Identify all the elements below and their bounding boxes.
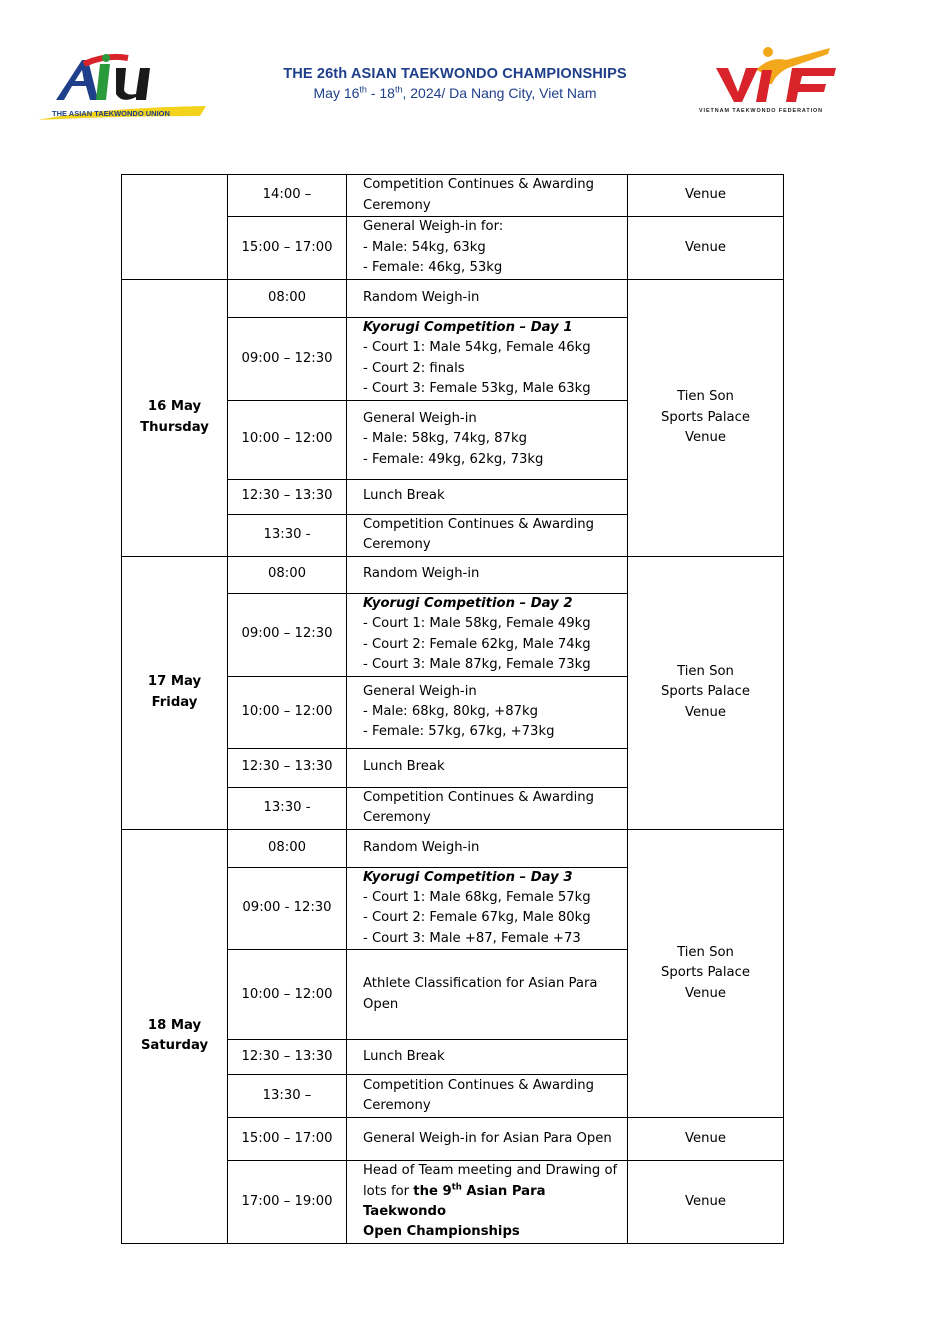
atu-logo <box>36 50 212 124</box>
venue-cell: Tien Son Sports Palace Venue <box>628 280 784 557</box>
date-cell-empty <box>122 175 228 280</box>
program-cell: Lunch Break <box>347 1040 628 1075</box>
program-cell: Athlete Classification for Asian Para Open <box>347 950 628 1040</box>
time-cell: 09:00 – 12:30 <box>228 593 347 676</box>
program-cell: Kyorugi Competition – Day 2 - Court 1: Male 58kg, Female 49kg - Court 2: Female 62kg, Male 74kg - Court 3: Male 87kg, Female 73kg <box>347 593 628 676</box>
program-cell: Random Weigh-in <box>347 829 628 867</box>
atu-logo-caption: THE ASIAN TAEKWONDO UNION <box>52 109 170 118</box>
date-cell: 18 May Saturday <box>122 829 228 1243</box>
championship-title: THE 26th ASIAN TAEKWONDO CHAMPIONSHIPS <box>283 66 627 82</box>
time-cell: 08:00 <box>228 829 347 867</box>
time-cell: 09:00 – 12:30 <box>228 318 347 401</box>
venue-cell: Venue <box>628 1161 784 1244</box>
vtf-logo <box>696 44 862 116</box>
time-cell: 10:00 – 12:00 <box>228 950 347 1040</box>
program-cell: Random Weigh-in <box>347 556 628 593</box>
schedule-table <box>121 174 784 1244</box>
date-cell: 17 May Friday <box>122 556 228 829</box>
program-cell: Head of Team meeting and Drawing of lots for the 9th Asian Para Taekwondo Open Championships <box>347 1161 628 1244</box>
time-cell: 13:30 - <box>228 787 347 829</box>
program-cell: General Weigh-in - Male: 68kg, 80kg, +87kg - Female: 57kg, 67kg, +73kg <box>347 676 628 748</box>
table-row <box>122 175 784 217</box>
time-cell: 15:00 – 17:00 <box>228 1118 347 1161</box>
program-cell: Lunch Break <box>347 748 628 787</box>
venue-cell: Venue <box>628 175 784 217</box>
time-cell: 12:30 – 13:30 <box>228 479 347 514</box>
time-cell: 10:00 – 12:00 <box>228 400 347 479</box>
venue-cell: Venue <box>628 217 784 280</box>
venue-cell: Tien Son Sports Palace Venue <box>628 556 784 829</box>
program-cell: General Weigh-in for: - Male: 54kg, 63kg - Female: 46kg, 53kg <box>347 217 628 280</box>
event-dates-location: May 16th - 18th, 2024/ Da Nang City, Viet Nam <box>313 84 597 101</box>
program-cell: Lunch Break <box>347 479 628 514</box>
vtf-logo-caption: VIETNAM TAEKWONDO FEDERATION <box>699 108 824 114</box>
table-row <box>122 280 784 318</box>
date-cell: 16 May Thursday <box>122 280 228 557</box>
time-cell: 15:00 – 17:00 <box>228 217 347 280</box>
table-row <box>122 556 784 593</box>
program-cell: Competition Continues & Awarding Ceremony <box>347 514 628 556</box>
time-cell: 12:30 – 13:30 <box>228 1040 347 1075</box>
table-row <box>122 829 784 867</box>
program-cell: Competition Continues & Awarding Ceremony <box>347 787 628 829</box>
program-cell: Competition Continues & Awarding Ceremony <box>347 1075 628 1118</box>
venue-cell: Venue <box>628 1118 784 1161</box>
document-header <box>240 66 670 101</box>
venue-cell: Tien Son Sports Palace Venue <box>628 829 784 1118</box>
time-cell: 08:00 <box>228 280 347 318</box>
program-cell: General Weigh-in - Male: 58kg, 74kg, 87kg - Female: 49kg, 62kg, 73kg <box>347 400 628 479</box>
program-cell: Random Weigh-in <box>347 280 628 318</box>
time-cell: 14:00 – <box>228 175 347 217</box>
program-cell: Kyorugi Competition – Day 3 - Court 1: Male 68kg, Female 57kg - Court 2: Female 67kg, Male 80kg - Court 3: Male +87, Female +73 <box>347 867 628 950</box>
time-cell: 08:00 <box>228 556 347 593</box>
program-cell: General Weigh-in for Asian Para Open <box>347 1118 628 1161</box>
time-cell: 10:00 – 12:00 <box>228 676 347 748</box>
time-cell: 12:30 – 13:30 <box>228 748 347 787</box>
program-cell: Kyorugi Competition – Day 1 - Court 1: Male 54kg, Female 46kg - Court 2: finals - Court 3: Female 53kg, Male 63kg <box>347 318 628 401</box>
time-cell: 13:30 – <box>228 1075 347 1118</box>
time-cell: 17:00 – 19:00 <box>228 1161 347 1244</box>
time-cell: 09:00 - 12:30 <box>228 867 347 950</box>
time-cell: 13:30 - <box>228 514 347 556</box>
program-cell: Competition Continues & Awarding Ceremony <box>347 175 628 217</box>
